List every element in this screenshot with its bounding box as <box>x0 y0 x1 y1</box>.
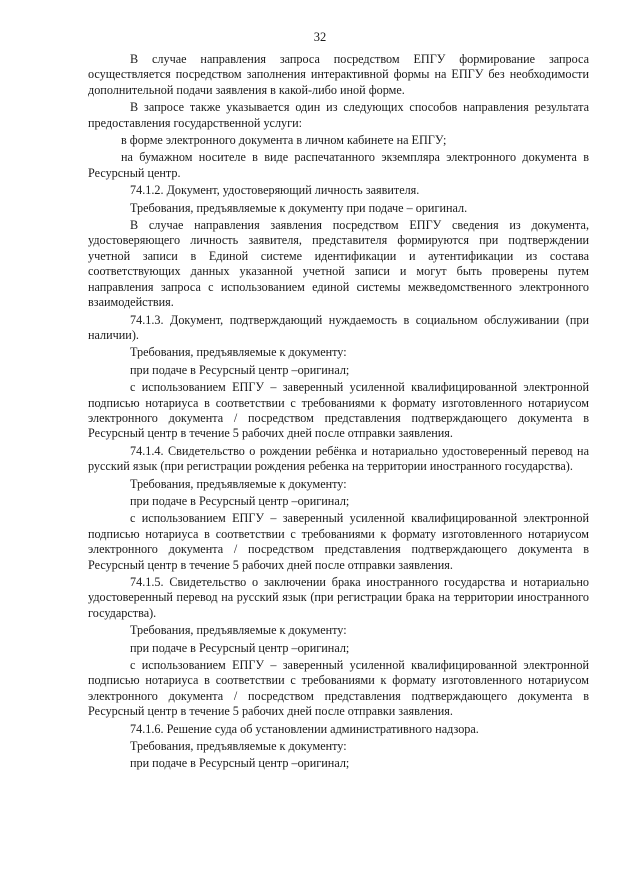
paragraph: Требования, предъявляемые к документу: <box>130 739 347 754</box>
paragraph: с использованием ЕПГУ – заверенный усиленной квалифицированной электронной подписью нотариуса в соответствии с требованиями к формату изготовленного нотариусом электронного документа / посредством представления подтверждающего документа в Ресурсный центр в течение 5 рабочих дней после отправки заявления. <box>88 658 589 719</box>
paragraph: в форме электронного документа в личном кабинете на ЕПГУ; <box>121 133 447 148</box>
paragraph: Требования, предъявляемые к документу при подаче – оригинал. <box>130 200 468 215</box>
section-heading: 74.1.4. Свидетельство о рождении ребёнка и нотариально удостоверенный перевод на русский язык (при регистрации рождения ребенка на территории иностранного государства). <box>88 443 589 474</box>
paragraph: Требования, предъявляемые к документу: <box>130 476 347 491</box>
paragraph: при подаче в Ресурсный центр –оригинал; <box>130 362 350 377</box>
section-heading: 74.1.3. Документ, подтверждающий нуждаемость в социальном обслуживании (при наличии). <box>88 312 589 342</box>
section-heading: 74.1.5. Свидетельство о заключении брака иностранного государства и нотариально удостоверенный перевод на русский язык (при регистрации брака на территории иностранного государства). <box>88 575 589 620</box>
paragraph: при подаче в Ресурсный центр –оригинал; <box>130 493 350 508</box>
paragraph: В запросе также указывается один из следующих способов направления результата предоставления государственной услуги: <box>88 100 589 130</box>
paragraph: Требования, предъявляемые к документу: <box>130 345 347 360</box>
page-number: 32 <box>313 30 327 44</box>
paragraph: В случае направления заявления посредством ЕПГУ сведения из документа, удостоверяющего личность заявителя, представителя формируются при подтверждении учетной записи в Единой системе идентификации и аутентификации из состава соответствующих данных указанной учетной записи и могут быть проверены путем направления запроса с использованием единой системы межведомственного электронного взаимодействия. <box>88 218 589 310</box>
paragraph: с использованием ЕПГУ – заверенный усиленной квалифицированной электронной подписью нотариуса в соответствии с требованиями к формату изготовленного нотариусом электронного документа / посредством представления подтверждающего документа в Ресурсный центр в течение 5 рабочих дней после отправки заявления. <box>88 511 589 572</box>
paragraph: на бумажном носителе в виде распечатанного экземпляра электронного документа в Ресурсный центр. <box>88 150 589 180</box>
section-heading: 74.1.6. Решение суда об установлении административного надзора. <box>130 721 479 736</box>
paragraph: при подаче в Ресурсный центр –оригинал; <box>130 756 350 771</box>
paragraph: при подаче в Ресурсный центр –оригинал; <box>130 640 350 655</box>
section-heading: 74.1.2. Документ, удостоверяющий личность заявителя. <box>130 183 420 198</box>
paragraph: В случае направления запроса посредством ЕПГУ формирование запроса осуществляется посредством заполнения интерактивной формы на ЕПГУ без необходимости дополнительной подачи заявления в какой-либо иной форме. <box>88 52 589 97</box>
paragraph: Требования, предъявляемые к документу: <box>130 623 347 638</box>
paragraph: с использованием ЕПГУ – заверенный усиленной квалифицированной электронной подписью нотариуса в соответствии с требованиями к формату изготовленного нотариусом электронного документа / посредством представления подтверждающего документа в Ресурсный центр в течение 5 рабочих дней после отправки заявления. <box>88 380 589 441</box>
document-body <box>88 52 589 772</box>
